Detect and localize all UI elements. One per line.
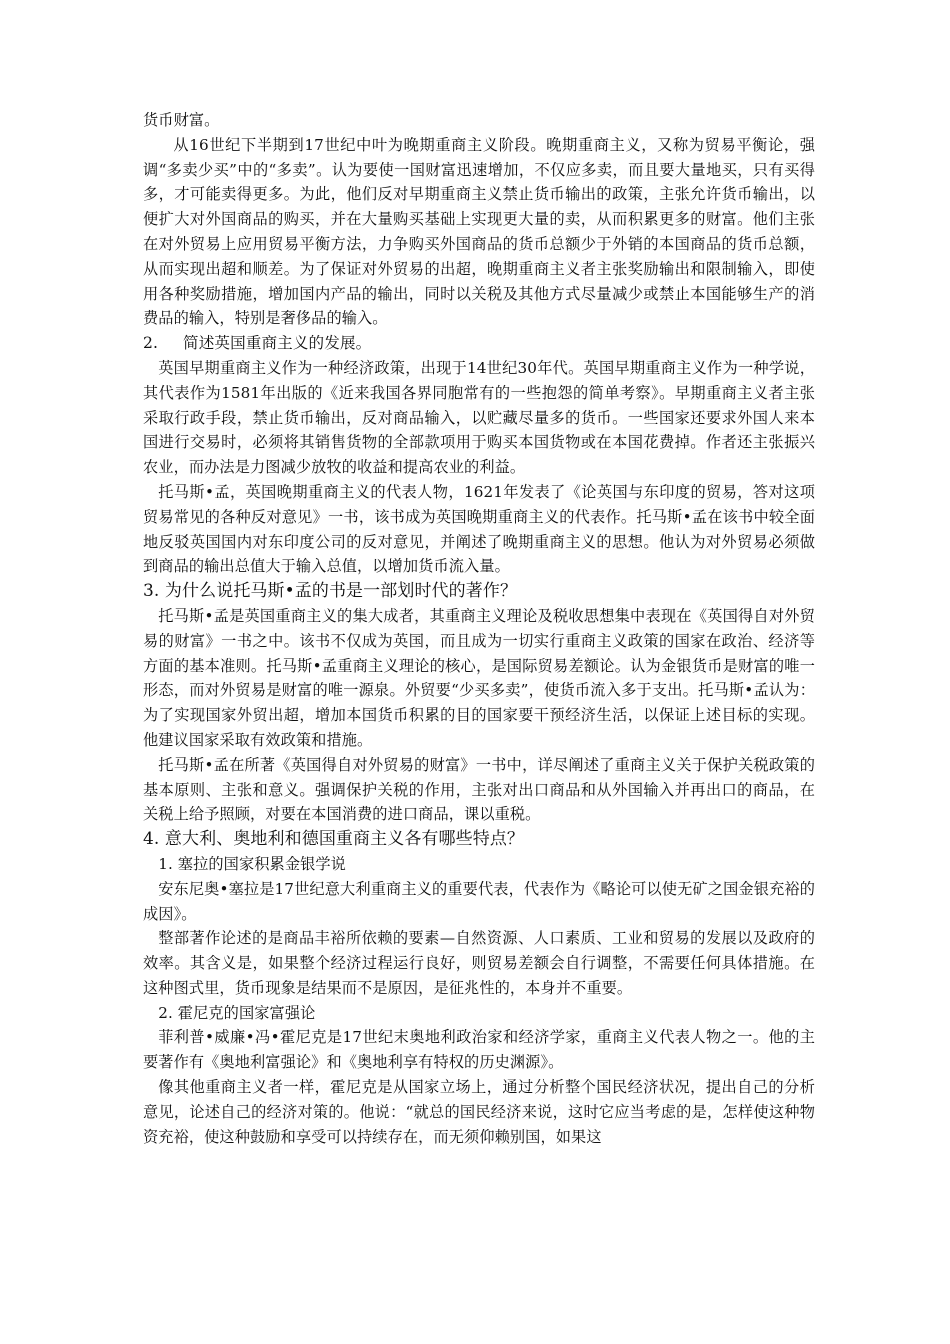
subheading-serra: 1. 塞拉的国家积累金银学说 (158, 854, 346, 873)
paragraph-serra-work: 整部著作论述的是商品丰裕所依赖的要素—自然资源、人口素质、工业和贸易的发展以及政府的效率。其含义是，如果整个经济过程运行良好，则贸易差额会自行调整，不需要任何具体措施。在这种图式里，货币现象是结果而不是原因，是征兆性的，本身并不重要。 (143, 929, 815, 997)
paragraph-mun-theory: 托马斯•孟是英国重商主义的集大成者，其重商主义理论及税收思想集中表现在《英国得自对外贸易的财富》一书之中。该书不仅成为英国，而且成为一切实行重商主义政策的国家在政治、经济等方面的基本准则。托马斯•孟重商主义理论的核心，是国际贸易差额论。认为金银货币是财富的唯一形态，而对外贸易是财富的唯一源泉。外贸要“少买多卖”，使货币流入多于支出。托马斯•孟认为：为了实现国家外贸出超，增加本国货币积累的目的国家要干预经济生活，以保证上述目标的实现。他建议国家采取有效政策和措施。 (143, 606, 815, 749)
subheading-hornick: 2. 霍尼克的国家富强论 (158, 1003, 316, 1022)
question-4-heading: 4. 意大利、奥地利和德国重商主义各有哪些特点？ (143, 829, 525, 850)
paragraph-serra: 安东尼奥•塞拉是17世纪意大利重商主义的重要代表，代表作为《略论可以使无矿之国金银充裕的成因》。 (143, 879, 815, 923)
question-2-number: 2. (143, 334, 159, 353)
paragraph-hornick-view: 像其他重商主义者一样，霍尼克是从国家立场上，通过分析整个国民经济状况，提出自己的分析意见，论述自己的经济对策的。他说：“就总的国民经济来说，这时它应当考虑的是，怎样使这种物资充裕，使这种鼓励和享受可以持续存在，而无须仰赖别国，如果这 (143, 1078, 815, 1146)
question-3-heading: 3. 为什么说托马斯•孟的书是一部划时代的著作？ (143, 581, 518, 602)
question-2-heading (143, 331, 815, 356)
question-2-title: 简述英国重商主义的发展。 (183, 334, 372, 353)
paragraph-hornick: 菲利普•威廉•冯•霍尼克是17世纪末奥地利政治家和经济学家，重商主义代表人物之一。他的主要著作有《奥地利富强论》和《奥地利享有特权的历史渊源》。 (143, 1028, 815, 1072)
paragraph-mun-tariff: 托马斯•孟在所著《英国得自对外贸易的财富》一书中，详尽阐述了重商主义关于保护关税政策的基本原则、主张和意义。强调保护关税的作用，主张对出口商品和从外国输入并再出口的商品，在关税上给予照顾，对要在本国消费的进口商品，课以重税。 (143, 755, 815, 824)
paragraph-thomas-mun: 托马斯•孟，英国晚期重商主义的代表人物，1621年发表了《论英国与东印度的贸易，答对这项贸易常见的各种反对意见》一书，该书成为英国晚期重商主义的代表作。托马斯•孟在该书中较全面地反驳英国国内对东印度公司的反对意见，并阐述了晚期重商主义的思想。他认为对外贸易必须做到商品的输出总值大于输入总值，以增加货币流入量。 (143, 482, 815, 576)
paragraph-early-english-mercantilism: 英国早期重商主义作为一种经济政策，出现于14世纪30年代。英国早期重商主义作为一种学说，其代表作为1581年出版的《近来我国各界同胞常有的一些抱怨的简单考察》。早期重商主义者主张采取行政手段，禁止货币输出，反对商品输入，以贮藏尽量多的货币。一些国家还要求外国人来本国进行交易时，必须将其销售货物的全部款项用于购买本国货物或在本国花费掉。作者还主张振兴农业，而办法是力图减少放牧的收益和提高农业的利益。 (143, 358, 815, 477)
document-body (143, 108, 815, 1149)
paragraph-late-mercantilism: 从16世纪下半期到17世纪中叶为晚期重商主义阶段。晚期重商主义，又称为贸易平衡论，强调“多卖少买”中的“多卖”。认为要使一国财富迅速增加，不仅应多卖，而且要大量地买，只有买得多，才可能卖得更多。为此，他们反对早期重商主义禁止货币输出的政策，主张允许货币输出，以便扩大对外国商品的购买，并在大量购买基础上实现更大量的卖，从而积累更多的财富。他们主张在对外贸易上应用贸易平衡方法，力争购买外国商品的货币总额少于外销的本国商品的货币总额，从而实现出超和顺差。为了保证对外贸易的出超，晚期重商主义者主张奖励输出和限制输入，即使用各种奖励措施，增加国内产品的输出，同时以关税及其他方式尽量减少或禁止本国能够生产的消费品的输入，特别是奢侈品的输入。 (143, 135, 815, 328)
paragraph-continuation: 货币财富。 (143, 111, 220, 129)
